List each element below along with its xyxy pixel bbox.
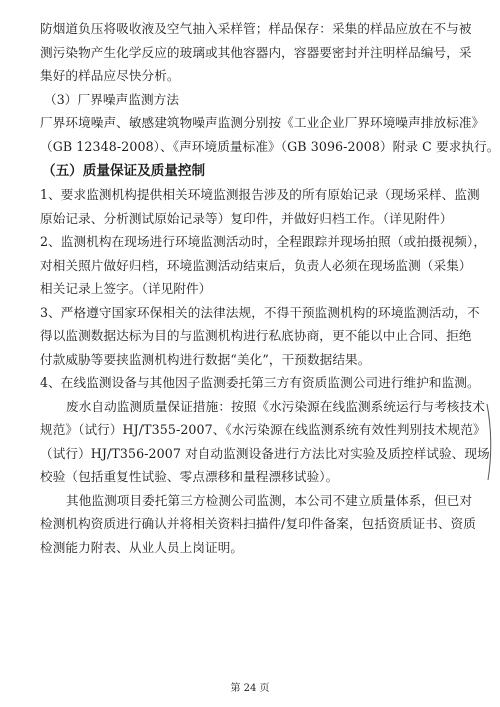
page-number: 第 24 页 (230, 683, 270, 694)
paragraph-line: 规范》（试行）HJ/T355-2007、《水污染源在线监测系统有效性判别技术规范》 (40, 422, 486, 437)
list-item-1-line: 原始记录、分析测试原始记录等）复印件，并做好归档工作。（详见附件） (40, 210, 453, 226)
section-heading: （五）质量保证及质量控制 (42, 163, 206, 179)
subsection-title: （3）厂界噪声监测方法 (44, 91, 180, 107)
paragraph-line: 检测能力附表、从业人员上岗证明。 (40, 539, 244, 555)
list-item-3-line: 得以监测数据达标为目的与监测机构进行私底协商，更不能以中止合同、拒绝 (40, 328, 472, 343)
paragraph-line: 厂界环境噪声、敏感建筑物噪声监测分别按《工业企业厂界环境噪声排放标准》 (40, 115, 485, 130)
paragraph-line: 集好的样品应尽快分析。 (40, 68, 180, 83)
paragraph-line: 校验（包括重复性试验、零点漂移和量程漂移试验）。 (40, 469, 339, 484)
paragraph-line: 检测机构资质进行确认并将相关资料扫描件/复印件备案，包括资质证书、资质 (40, 516, 476, 531)
list-item-4-line: 4、在线监测设备与其他因子监测委托第三方有资质监测公司进行维护和监测。 (40, 375, 480, 390)
paragraph-line: 防烟道负压将吸收液及空气抽入采样管；样品保存：采集的样品应放在不与被 (40, 21, 472, 36)
list-item-1-line: 1、要求监测机构提供相关环境监测报告涉及的所有原始记录（现场采样、监测 (40, 187, 480, 202)
list-item-2-line: 2、监测机构在现场进行环境监测活动时，全程跟踪并现场拍照（或拍摄视频）， (40, 234, 487, 249)
paragraph-line: 废水自动监测质量保证措施：按照《水污染源在线监测系统运行与考核技术 (66, 398, 485, 414)
list-item-2-line: 相关记录上签字。（详见附件） (40, 281, 212, 296)
paragraph-line: （GB 12348-2008）、《声环境质量标准》（GB 3096-2008）附录 C 要求执行。 (40, 138, 500, 154)
paragraph-line: 测污染物产生化学反应的玻璃或其他容器内，容器要密封并注明样品编号，采 (40, 44, 472, 60)
margin-scan-mark (484, 402, 496, 482)
paragraph-line: （试行）HJ/T356-2007 对自动监测设备进行方法比对实验及质控样试验、现场 (40, 445, 490, 461)
list-item-3-line: 3、严格遵守国家环保相关的法律法规，不得干预监测机构的环境监测活动，不 (40, 304, 480, 320)
list-item-2-line: 对相关照片做好归档，环境监测活动结束后，负责人必须在现场监测（采集） (40, 257, 472, 273)
paragraph-line: 其他监测项目委托第三方检测公司监测，本公司不建立质量体系，但已对 (66, 492, 473, 508)
list-item-3-line: 付款威胁等要挟监测机构进行数据“美化”，干预数据结果。 (40, 351, 371, 367)
